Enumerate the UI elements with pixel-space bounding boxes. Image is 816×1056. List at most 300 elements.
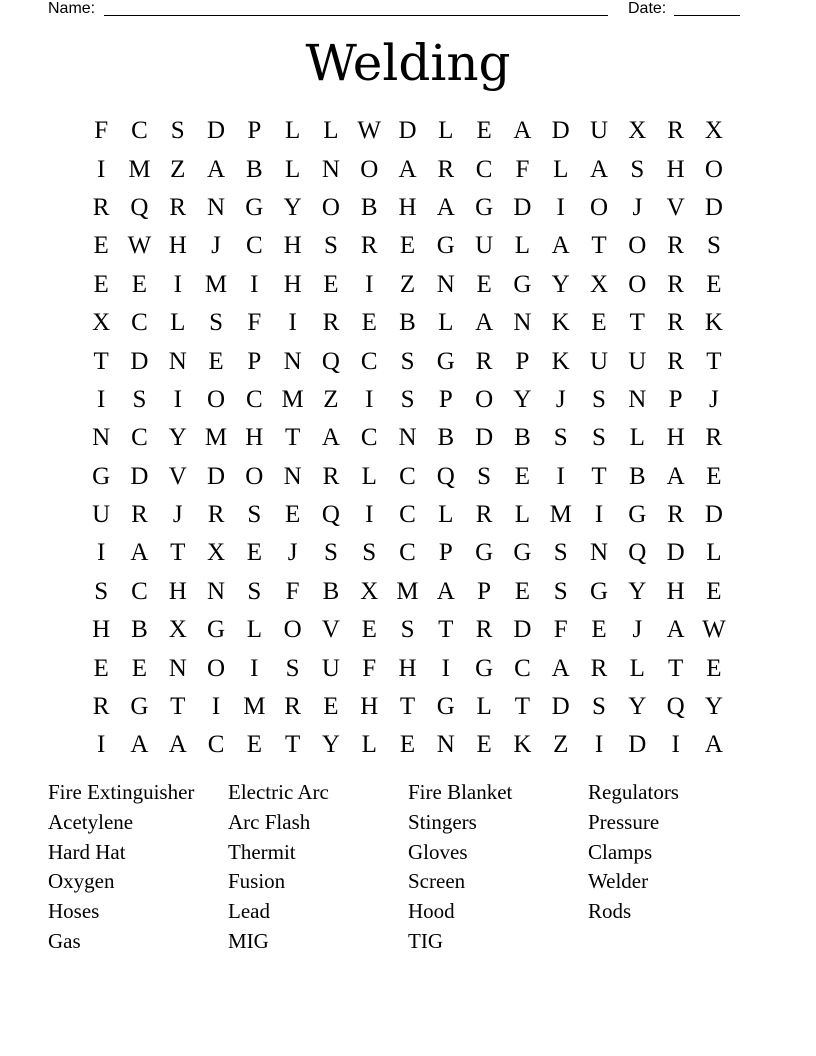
grid-letter: O [245, 462, 264, 490]
grid-letter: G [628, 501, 647, 529]
grid-letter: M [243, 693, 266, 721]
grid-letter: D [704, 501, 723, 529]
grid-letter: X [168, 616, 187, 644]
word-list-item: Oxygen [48, 869, 115, 894]
grid-letter: L [514, 501, 531, 529]
grid-letter: I [365, 270, 374, 298]
grid-letter: E [93, 232, 109, 260]
grid-letter: S [132, 385, 147, 413]
grid-letter: N [207, 577, 226, 605]
grid-letter: C [399, 462, 416, 490]
grid-letter: A [513, 117, 532, 145]
grid-letter: S [553, 577, 568, 605]
grid-letter: B [131, 616, 148, 644]
word-list-item: Pressure [588, 809, 660, 834]
grid-row [82, 189, 733, 227]
word-list-item: Clamps [588, 839, 653, 864]
grid-letter: C [131, 424, 148, 452]
grid-letter: J [632, 193, 643, 221]
grid-letter: R [169, 193, 187, 221]
grid-row [82, 342, 733, 380]
grid-letter: J [709, 385, 719, 413]
grid-letter: N [436, 270, 455, 298]
page-title: Welding [305, 34, 511, 92]
grid-letter: D [130, 462, 149, 490]
grid-letter: E [361, 309, 377, 337]
grid-letter: Y [551, 270, 570, 298]
letter-grid [82, 112, 733, 765]
grid-letter: P [477, 577, 492, 605]
word-list-item: Regulators [588, 780, 679, 804]
grid-letter: T [667, 654, 684, 682]
grid-letter: I [671, 731, 680, 759]
grid-letter: J [172, 501, 183, 529]
grid-letter: S [553, 539, 568, 567]
grid-letter: Z [323, 385, 339, 413]
grid-letter: I [594, 501, 604, 529]
grid-letter: I [288, 309, 297, 337]
grid-letter: R [667, 117, 684, 145]
grid-letter: A [436, 193, 455, 221]
grid-letter: H [283, 232, 302, 260]
grid-row [82, 573, 733, 611]
grid-letter: D [628, 731, 647, 759]
grid-letter: R [284, 693, 301, 721]
grid-letter: S [553, 424, 568, 452]
grid-letter: S [592, 385, 606, 413]
grid-letter: S [592, 424, 606, 452]
grid-letter: Y [628, 693, 647, 721]
grid-letter: W [127, 232, 152, 260]
grid-letter: G [436, 693, 455, 721]
grid-letter: F [247, 309, 262, 337]
grid-letter: C [399, 539, 416, 567]
grid-letter: S [247, 577, 262, 605]
grid-row [82, 611, 733, 649]
grid-letter: A [398, 155, 417, 183]
grid-letter: T [93, 347, 109, 375]
grid-letter: H [168, 232, 187, 260]
grid-letter: J [211, 232, 221, 260]
word-list-item: Fire Extinguisher [48, 780, 195, 804]
word-list-item: Welder [588, 869, 649, 894]
grid-letter: R [360, 232, 378, 260]
grid-letter: R [322, 462, 340, 490]
grid-letter: E [591, 309, 607, 337]
word-list-item: Hood [408, 899, 455, 924]
grid-letter: S [362, 539, 377, 567]
grid-letter: Q [436, 462, 455, 490]
grid-letter: I [250, 270, 259, 298]
grid-letter: T [591, 232, 607, 260]
grid-letter: P [247, 117, 262, 145]
grid-letter: Z [170, 155, 186, 183]
grid-letter: X [360, 577, 379, 605]
grid-letter: O [360, 155, 379, 183]
grid-letter: C [207, 731, 225, 759]
grid-letter: H [168, 577, 187, 605]
grid-letter: J [632, 616, 643, 644]
grid-letter: K [551, 309, 570, 337]
grid-letter: A [168, 731, 187, 759]
word-list-item: Rods [588, 899, 632, 924]
grid-letter: T [399, 693, 416, 721]
date-blank-line [674, 0, 740, 16]
grid-letter: R [667, 270, 684, 298]
grid-letter: W [702, 616, 726, 644]
grid-letter: L [553, 155, 569, 183]
grid-letter: D [551, 117, 570, 145]
grid-letter: G [513, 539, 532, 567]
grid-letter: R [131, 501, 148, 529]
grid-letter: V [168, 462, 187, 490]
grid-letter: K [551, 347, 570, 375]
grid-letter: I [96, 731, 106, 759]
grid-letter: G [92, 462, 111, 490]
grid-letter: K [704, 309, 723, 337]
grid-letter: P [438, 539, 453, 567]
grid-letter: S [170, 117, 185, 145]
word-list-item: Lead [228, 899, 270, 924]
grid-letter: Q [130, 193, 149, 221]
grid-letter: C [399, 501, 416, 529]
grid-letter: U [589, 117, 609, 145]
grid-letter: Y [513, 385, 532, 413]
grid-letter: L [170, 309, 186, 337]
grid-letter: R [92, 193, 110, 221]
grid-letter: D [207, 117, 226, 145]
grid-letter: O [321, 193, 340, 221]
grid-letter: B [399, 309, 416, 337]
grid-letter: S [592, 693, 606, 721]
grid-letter: L [629, 654, 645, 682]
grid-row [82, 227, 733, 265]
grid-letter: B [245, 155, 263, 183]
grid-letter: H [92, 616, 111, 644]
word-list-item: Electric Arc [228, 780, 329, 804]
grid-letter: Q [321, 501, 340, 529]
grid-letter: T [284, 424, 301, 452]
grid-letter: N [628, 385, 647, 413]
grid-letter: Y [283, 193, 302, 221]
grid-letter: E [706, 270, 722, 298]
grid-letter: R [705, 424, 723, 452]
grid-letter: E [706, 654, 722, 682]
word-list-item: Stingers [408, 809, 477, 834]
grid-letter: M [204, 424, 228, 452]
word-list-item: Gloves [408, 839, 468, 864]
grid-letter: L [284, 117, 301, 145]
grid-letter: M [281, 385, 304, 413]
grid-letter: D [704, 193, 723, 221]
grid-letter: C [245, 232, 263, 260]
grid-letter: O [628, 270, 647, 298]
grid-letter: M [128, 155, 151, 183]
worksheet-header [48, 0, 748, 20]
grid-letter: L [706, 539, 722, 567]
grid-letter: I [173, 385, 182, 413]
grid-letter: R [92, 693, 110, 721]
grid-letter: T [706, 347, 722, 375]
word-list-item: Arc Flash [228, 809, 311, 834]
grid-letter: L [361, 731, 377, 759]
grid-letter: N [92, 424, 111, 452]
grid-letter: J [555, 385, 566, 413]
word-list-item: MIG [228, 928, 269, 953]
grid-letter: S [400, 347, 415, 375]
grid-row [82, 458, 733, 496]
grid-letter: E [706, 577, 722, 605]
grid-letter: G [475, 193, 494, 221]
grid-row [82, 496, 733, 534]
grid-letter: T [591, 462, 607, 490]
word-list-item: Fire Blanket [408, 780, 513, 804]
grid-letter: E [284, 501, 301, 529]
grid-letter: N [513, 309, 532, 337]
grid-letter: Y [704, 693, 723, 721]
grid-letter: F [94, 117, 109, 145]
grid-letter: F [553, 616, 568, 644]
grid-letter: E [476, 731, 492, 759]
word-list-item: Gas [48, 928, 81, 953]
grid-letter: N [589, 539, 609, 567]
grid-row [82, 649, 733, 687]
grid-letter: E [361, 616, 377, 644]
grid-letter: I [594, 731, 604, 759]
grid-letter: C [475, 155, 493, 183]
grid-letter: G [475, 539, 494, 567]
grid-letter: H [666, 577, 685, 605]
grid-letter: G [207, 616, 226, 644]
grid-letter: E [399, 232, 416, 260]
grid-letter: O [283, 616, 302, 644]
grid-letter: E [208, 347, 224, 375]
grid-row [82, 150, 733, 188]
grid-letter: G [245, 193, 264, 221]
grid-letter: Q [666, 693, 685, 721]
word-list-item: Screen [408, 869, 466, 894]
grid-letter: B [322, 577, 340, 605]
grid-row [82, 726, 733, 764]
word-list-item: Acetylene [48, 809, 134, 834]
grid-letter: N [398, 424, 417, 452]
grid-letter: D [130, 347, 149, 375]
grid-letter: I [365, 501, 374, 529]
grid-letter: E [246, 539, 262, 567]
grid-letter: S [323, 232, 338, 260]
grid-letter: M [549, 501, 572, 529]
grid-letter: F [515, 155, 530, 183]
grid-letter: G [130, 693, 149, 721]
grid-letter: H [398, 654, 417, 682]
grid-letter: S [323, 539, 338, 567]
grid-letter: S [477, 462, 492, 490]
grid-letter: E [399, 731, 416, 759]
grid-letter: A [321, 424, 340, 452]
grid-letter: O [589, 193, 609, 221]
grid-letter: T [170, 693, 186, 721]
grid-letter: C [131, 577, 148, 605]
grid-letter: C [131, 309, 148, 337]
grid-letter: W [357, 117, 382, 145]
grid-letter: R [475, 347, 493, 375]
grid-letter: T [629, 309, 645, 337]
grid-letter: E [591, 616, 607, 644]
grid-letter: L [629, 424, 645, 452]
grid-letter: A [666, 616, 685, 644]
grid-letter: F [285, 577, 300, 605]
grid-letter: D [551, 693, 570, 721]
word-list-item: Hard Hat [48, 839, 126, 864]
grid-letter: L [284, 155, 301, 183]
grid-letter: S [400, 385, 415, 413]
grid-letter: L [476, 693, 492, 721]
grid-letter: T [170, 539, 186, 567]
grid-letter: L [438, 309, 454, 337]
grid-letter: X [207, 539, 226, 567]
grid-letter: R [667, 309, 684, 337]
grid-letter: I [556, 193, 565, 221]
grid-letter: R [475, 501, 493, 529]
word-list-item: Hoses [48, 899, 100, 924]
grid-letter: U [321, 654, 340, 682]
grid-letter: B [628, 462, 646, 490]
grid-letter: Y [168, 424, 187, 452]
grid-letter: R [475, 616, 493, 644]
grid-letter: G [513, 270, 532, 298]
grid-row [82, 112, 733, 150]
grid-letter: N [283, 462, 302, 490]
grid-letter: G [589, 577, 609, 605]
grid-letter: M [396, 577, 419, 605]
grid-row [82, 304, 733, 342]
grid-letter: S [209, 309, 223, 337]
grid-letter: P [247, 347, 262, 375]
grid-letter: A [436, 577, 455, 605]
grid-letter: X [92, 309, 111, 337]
grid-letter: D [475, 424, 494, 452]
grid-letter: G [475, 654, 494, 682]
grid-letter: D [398, 117, 417, 145]
grid-letter: O [628, 232, 647, 260]
grid-letter: O [704, 155, 723, 183]
grid-letter: I [365, 385, 374, 413]
grid-letter: D [513, 193, 532, 221]
grid-letter: P [515, 347, 530, 375]
grid-letter: S [706, 232, 721, 260]
grid-letter: S [94, 577, 109, 605]
grid-letter: H [360, 693, 379, 721]
date-label: Date: [628, 0, 667, 17]
grid-letter: I [556, 462, 565, 490]
grid-letter: A [589, 155, 609, 183]
grid-letter: T [284, 731, 301, 759]
grid-letter: H [666, 424, 685, 452]
grid-letter: P [668, 385, 683, 413]
grid-letter: V [666, 193, 685, 221]
grid-row [82, 688, 733, 726]
grid-letter: S [247, 501, 262, 529]
grid-letter: O [207, 385, 226, 413]
grid-letter: L [514, 232, 531, 260]
grid-letter: B [437, 424, 455, 452]
grid-letter: E [706, 462, 722, 490]
grid-letter: C [360, 347, 378, 375]
grid-letter: A [551, 654, 570, 682]
grid-letter: A [130, 539, 149, 567]
grid-letter: A [130, 731, 149, 759]
grid-letter: L [323, 117, 339, 145]
grid-letter: C [360, 424, 378, 452]
grid-letter: O [207, 654, 226, 682]
grid-letter: E [246, 731, 262, 759]
grid-letter: E [476, 117, 492, 145]
grid-letter: G [436, 347, 455, 375]
grid-letter: A [207, 155, 226, 183]
grid-letter: H [398, 193, 417, 221]
grid-letter: R [667, 501, 684, 529]
grid-letter: Z [553, 731, 569, 759]
grid-letter: K [513, 731, 532, 759]
grid-letter: U [628, 347, 647, 375]
word-list [48, 778, 768, 957]
grid-letter: I [96, 155, 106, 183]
grid-letter: Q [321, 347, 340, 375]
grid-letter: S [285, 654, 300, 682]
grid-letter: I [250, 654, 259, 682]
grid-letter: I [173, 270, 182, 298]
grid-letter: Y [628, 577, 647, 605]
name-label: Name: [48, 0, 96, 17]
grid-letter: E [323, 270, 339, 298]
grid-letter: N [207, 193, 226, 221]
grid-letter: G [436, 232, 455, 260]
grid-letter: L [438, 117, 454, 145]
grid-letter: D [207, 462, 226, 490]
grid-letter: L [361, 462, 377, 490]
word-list-item: TIG [408, 928, 443, 953]
grid-row [82, 419, 733, 457]
grid-letter: J [287, 539, 298, 567]
grid-letter: F [362, 654, 377, 682]
grid-letter: N [436, 731, 455, 759]
grid-row [82, 381, 733, 419]
grid-letter: I [441, 654, 450, 682]
grid-letter: E [514, 462, 531, 490]
name-blank-line [104, 0, 608, 16]
grid-letter: E [131, 270, 148, 298]
grid-letter: I [96, 385, 106, 413]
word-list-item: Fusion [228, 869, 286, 894]
grid-letter: C [131, 117, 148, 145]
grid-letter: R [207, 501, 225, 529]
grid-letter: C [514, 654, 531, 682]
grid-letter: N [321, 155, 340, 183]
grid-letter: I [211, 693, 221, 721]
grid-row [82, 534, 733, 572]
grid-letter: E [93, 654, 109, 682]
grid-letter: B [514, 424, 531, 452]
grid-row [82, 266, 733, 304]
grid-letter: H [245, 424, 264, 452]
grid-letter: N [168, 654, 187, 682]
grid-letter: S [630, 155, 645, 183]
grid-letter: R [322, 309, 340, 337]
grid-letter: A [475, 309, 494, 337]
grid-letter: A [551, 232, 570, 260]
grid-letter: T [438, 616, 454, 644]
grid-letter: C [245, 385, 263, 413]
